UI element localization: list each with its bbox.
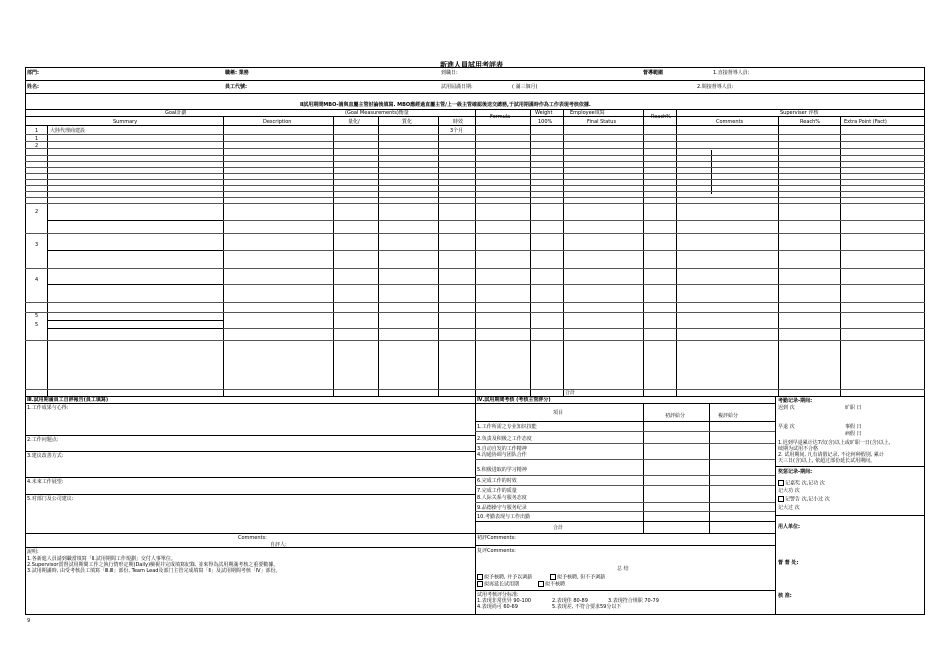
eval-item-4: 4.沟通协调与团队合作 [477,452,527,458]
quant-header: 量化/ [348,119,360,125]
reward-2: 记大功 次 [778,488,800,494]
reward-4: 记大过 次 [778,505,800,511]
option-no-hire[interactable] [538,581,565,588]
q5-label: 5.对部门及公司建议: [27,496,74,502]
employee-fill-header: Employee填寫 [570,110,605,116]
row-number: 4 [35,277,39,283]
section3-title: Ⅲ.試用期滿員工自評報告(員工填寫) [27,397,109,403]
q4-label: 4.未來工作展望: [27,479,64,485]
eval-item-6: 6.完成工作的时效 [477,478,517,484]
row1-summary: 大陸代理商建設 [50,128,86,134]
attendance-sick: 病假 日 [845,431,862,437]
timing-header: 時效 [453,119,464,125]
checkbox[interactable] [550,574,556,580]
notes-title: 說明: [27,549,39,555]
checkbox[interactable] [538,581,544,587]
weight-value: 100% [538,119,553,125]
description-header: Description [263,119,292,125]
standard-1: 1.表现非常优异 90-100 [477,598,532,604]
form-title: 新進人員試用考評表 [440,61,503,69]
formula-header: Formula [490,114,511,120]
direct-supervisor-label: 1.直接督導人員: [713,70,750,76]
trial-end-label: 試用屆滿日期: [441,84,473,90]
three-months-label: ( 滿三個月) [512,84,538,90]
manage-scope-label: 督導範圍 [643,70,664,76]
summary-label: 总 结 [617,566,629,572]
section4-title: Ⅳ.試用期間考核 (考核主管評分) [477,397,551,403]
section2-total: 合計 [565,390,576,396]
option-label: 拟予核聘, 但不予调薪 [557,574,606,581]
eval-item-9: 9.品德操守与服务纪录 [477,505,527,511]
sign-unit: 用人单位: [778,524,800,530]
first-score-header: 初評給分 [665,413,686,419]
attendance-note-2b: 天三日(含)以上, 依超过部份延长试用期间。 [778,458,876,464]
q1-label: 1.工作成果与心得: [27,405,69,411]
option-extend[interactable] [477,581,519,588]
attendance-note-1: 1.迟到早退累计达7次(含)以上或旷职一日(含)以上, [778,440,891,446]
qual-header: 質化 [402,119,413,125]
option-label: 拟予核聘, 并予以调薪 [484,574,533,581]
first-comments-label: 初評Comments: [477,535,516,541]
reach-header: Reach% [651,114,672,120]
row-number: 3 [35,242,39,248]
self-evaluator-label: 自評人: [270,542,287,548]
eval-item-5: 5.积极进取的学习精神 [477,467,527,473]
attendance-early: 早退 次 [778,424,795,430]
reach2-header: Reach% [800,119,821,125]
row-number: 1 [35,128,39,134]
q3-label: 3.建议改善方式: [27,453,64,459]
reward-3 [778,496,830,503]
option-hire-raise[interactable] [477,574,532,581]
second-comments-label: 复评Comments: [477,548,516,554]
attendance-note-2: 2. 试用期间, 凡有请假记录, 不论何种假别, 累计 [778,452,884,458]
option-label: 拟不核聘 [545,581,566,588]
goal-plan-header: Goal計劃 [165,110,187,116]
row-number: 5 [35,322,39,328]
supervisor-eval-header: Superviser 评核 [780,110,819,116]
standard-title: 试用考核评分标准: [477,592,519,598]
item-header: 項目 [553,410,564,416]
eval-item-1: 1.工作所需之专业知识技能 [477,424,537,430]
reward-1 [778,480,825,487]
attendance-late: 迟到 次 [778,405,795,411]
reward-label: 记嘉奖 次,记功 次 [785,480,825,487]
row-number: 1 [35,136,39,142]
checkbox[interactable] [477,581,483,587]
checkbox[interactable] [477,574,483,580]
eval-item-2: 2.负责及积极之工作态度 [477,436,532,442]
note-1: 1.各新進人員請到職當填寫「Ⅱ.試用期間工作規劃」交付人事單位。 [27,556,176,562]
post-date-label: 到職日: [441,70,458,76]
q2-label: 2.工作问题点: [27,437,59,443]
dept-label: 部門: [27,70,39,76]
standard-5: 5.表现差, 不符合要求59分以下 [552,604,622,610]
attendance-absent: 旷职 日 [845,405,862,411]
goal-measure-header: (Goal Measurements)衡量 [345,110,409,116]
indirect-supervisor-label: 2.間接督導人員: [697,84,734,90]
summary-header: Summary [113,119,138,125]
reward-label: 记警告 次,记小过 次 [785,496,830,503]
section4-total: 合計 [553,525,564,531]
checkbox[interactable] [778,496,784,502]
eval-item-8: 8.人际关系与服务态度 [477,495,527,501]
standard-3: 3.表现符合规职 70-79 [608,598,659,604]
row-number: 2 [35,143,39,149]
note-3: 3.試用期滿時, 由受考核員工填寫「Ⅲ.Ⅲ」部份, Team Lead及部门主管完成填寫「Ⅱ」及試用期間考核「Ⅳ」部份。 [27,568,281,574]
eval-item-7: 7.完成工作的质量 [477,488,517,494]
checkbox[interactable] [778,480,784,486]
weight-header: Weight [535,110,553,116]
comments-header: Comments [716,119,744,125]
option-hire-no-raise[interactable] [550,574,605,581]
final-status-header: Final Status [587,119,617,125]
emp-no-label: 員工代號: [225,84,247,90]
name-label: 姓名: [27,84,39,90]
self-comments-label: Comments: [238,535,267,541]
sign-supervisor: 督 督 处: [778,560,799,566]
row-number: 2 [35,209,39,215]
standard-4: 4.表现尚可 60-69 [477,604,518,610]
standard-2: 2.表现佳 80-89 [552,598,588,604]
extra-point-header: Extra Point (Fact) [844,119,887,125]
page-number: 9 [27,618,31,624]
sign-approve: 核 准: [778,593,792,599]
mbo-banner: Ⅱ試用期間MBO-請與直屬主管討論後填寫. MBO應經過直屬主管/上一級主管確認後送交總務,于試用期滿時作為工作表現考核依據. [300,102,591,108]
attendance-title: 考勤记录-期间: [778,398,813,404]
note-2: 2.Supervisor當督試用期間工作之執行情形定期(Daily)檢視并完成填寫紀錄, 並來得為試用期滿考核之重要數據。 [27,562,279,568]
row1-timing: 3个月 [450,128,464,134]
second-score-header: 複評給分 [718,413,739,419]
position-label: 職稱: 業務 [225,70,249,76]
option-label: 拟再延长试用期 [484,581,520,588]
attendance-note-1b: 续期为试用不合格 [778,446,819,452]
rewards-title: 奖惩记录-期间: [778,469,813,475]
attendance-personal: 事假 日 [845,424,862,430]
eval-item-3: 3.自动自发的工作精神 [477,446,527,452]
row-number: 5 [35,313,39,319]
eval-item-10: 10.考勤表现与工作出勤 [477,514,530,520]
